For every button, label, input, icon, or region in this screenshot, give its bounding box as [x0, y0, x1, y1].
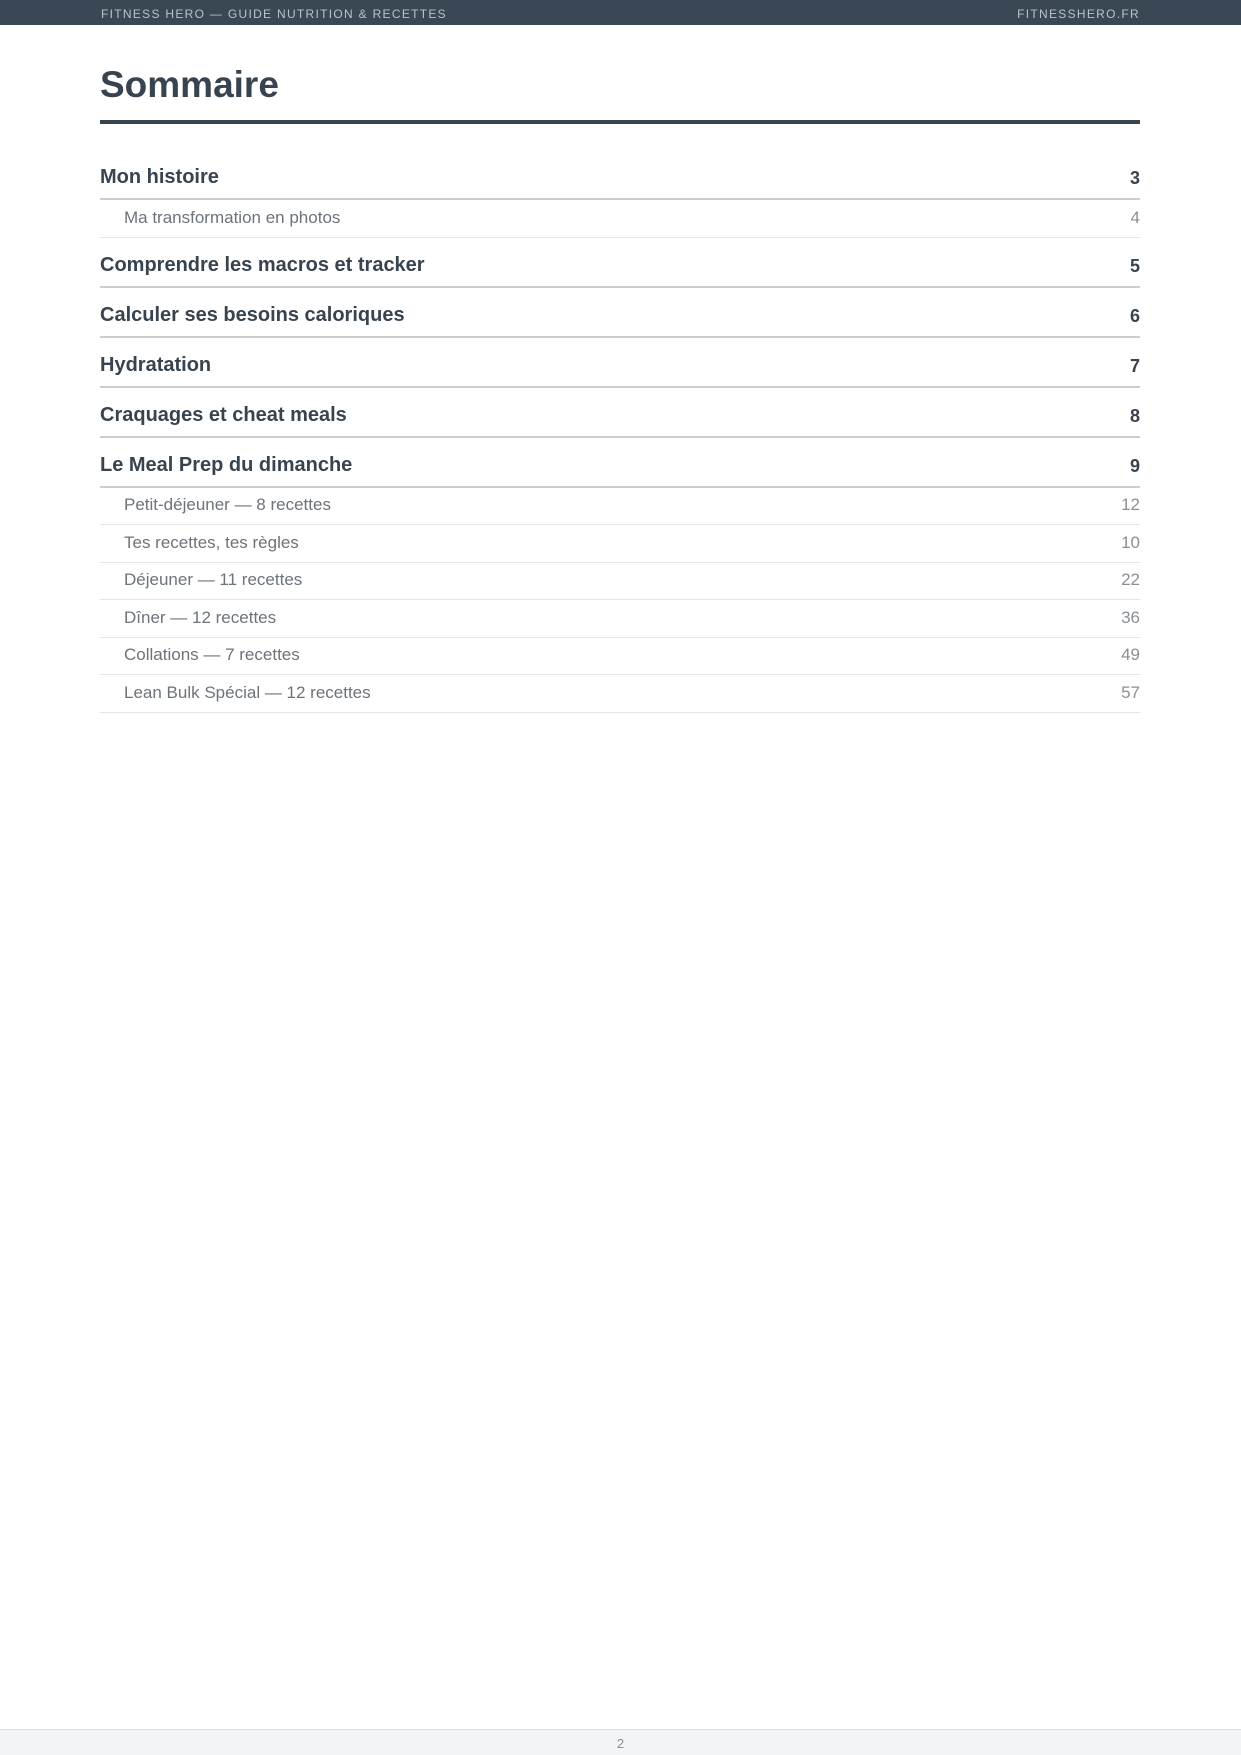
toc-entry-page: 22 [1121, 570, 1140, 589]
toc-entry-page: 3 [1129, 168, 1140, 188]
toc-entry-page: 7 [1129, 355, 1140, 376]
toc-section-row[interactable] [100, 488, 1140, 526]
toc-entry-page: 12 [1121, 495, 1140, 514]
toc-section-row[interactable] [100, 600, 1140, 638]
toc-entry-page: 10 [1121, 532, 1140, 552]
toc-chapter-row[interactable] [100, 388, 1140, 438]
toc-entry-page: 57 [1121, 682, 1140, 702]
toc-entry-page: 9 [1129, 455, 1140, 476]
running-header [0, 0, 1241, 25]
toc-entry-label: Hydratation [100, 353, 212, 376]
toc-entry-page: 8 [1129, 405, 1140, 426]
toc-chapter-row[interactable] [100, 150, 1140, 200]
toc-entry-label: Lean Bulk Spécial — 12 recettes [124, 682, 371, 702]
toc-entry-label: Petit-déjeuner — 8 recettes [124, 495, 331, 514]
header-website: FITNESSHERO.FR [1017, 7, 1140, 21]
toc-entry-page: 36 [1121, 607, 1140, 627]
toc-entry-label: Mon histoire [100, 166, 219, 188]
toc-chapter-row[interactable] [100, 238, 1140, 288]
toc-entry-label: Calculer ses besoins caloriques [100, 303, 405, 326]
toc-entry-label: Tes recettes, tes règles [124, 532, 299, 552]
toc-section-row[interactable] [100, 525, 1140, 563]
toc-entry-page: 4 [1130, 207, 1140, 227]
toc-entry-label: Dîner — 12 recettes [124, 607, 277, 627]
footer-page-number: 2 [616, 1736, 625, 1751]
toc-section-row[interactable] [100, 200, 1140, 238]
header-publication-title: FITNESS HERO — GUIDE NUTRITION & RECETTES [101, 7, 447, 21]
page-footer [0, 1729, 1241, 1755]
toc-entry-label: Déjeuner — 11 recettes [124, 570, 303, 589]
toc-entry-label: Le Meal Prep du dimanche [100, 453, 353, 476]
toc-chapter-row[interactable] [100, 438, 1140, 488]
toc-chapter-row[interactable] [100, 288, 1140, 338]
title-divider [100, 120, 1140, 124]
toc-chapter-row[interactable] [100, 338, 1140, 388]
toc-entry-label: Comprendre les macros et tracker [100, 253, 425, 276]
toc-section-row[interactable] [100, 563, 1140, 601]
toc-entry-label: Craquages et cheat meals [100, 403, 347, 426]
toc-entry-label: Collations — 7 recettes [124, 645, 300, 664]
toc-entry-page: 49 [1121, 645, 1140, 664]
toc-entry-page: 5 [1129, 255, 1140, 276]
toc-entry-label: Ma transformation en photos [124, 207, 341, 227]
toc-entry-page: 6 [1129, 305, 1140, 326]
page-title: Sommaire [100, 64, 279, 105]
toc-section-row[interactable] [100, 675, 1140, 713]
toc-section-row[interactable] [100, 638, 1140, 676]
table-of-contents [100, 150, 1140, 713]
